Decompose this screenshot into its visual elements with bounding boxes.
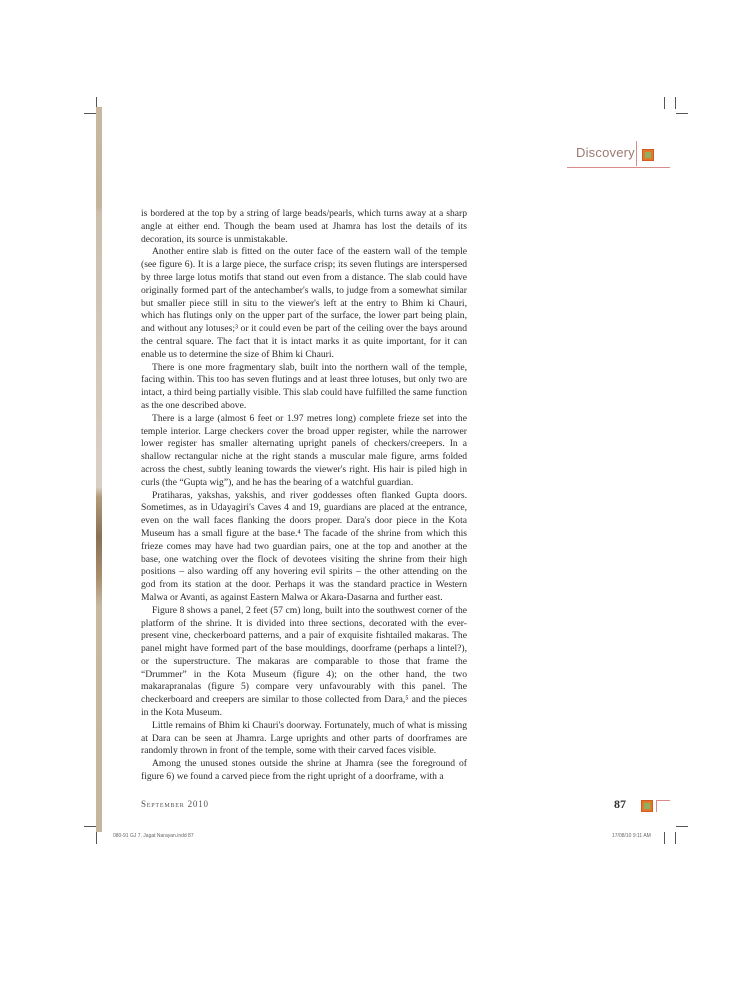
section-square-icon — [642, 149, 654, 161]
paragraph: Pratiharas, yakshas, yakshis, and river goddesses often flanked Gupta doors. Sometimes, as in Udayagiri's Caves 4 and 19, guardians are placed at the entrance, even on the wall faces flanking the doors proper. Dara's door piece in the Kota Museum has a small figure at the base.⁴ The facade of the shrine from which this frieze comes may have had two guardian pairs, one at the top and another at the base, one watching over the flock of devotees visiting the shrine from their high positions – also warding off any hovering evil spirits – the other attending on the god from its station at the door. Perhaps it was the standard practice in Western Malwa or Avanti, as against Eastern Malwa or Akara-Dasarna and further east. — [141, 489, 467, 603]
crop-mark — [664, 97, 665, 109]
section-title: Discovery — [576, 145, 635, 160]
crop-mark — [675, 832, 676, 844]
paragraph: Little remains of Bhim ki Chauri's doorway. Fortunately, much of what is missing at Dara can be seen at Jhamra. Large uprights and other parts of doorframes are randomly thrown in front of the temple, some with their carved faces visible. — [141, 719, 467, 757]
crop-mark — [96, 832, 97, 844]
paragraph: Figure 8 shows a panel, 2 feet (57 cm) long, built into the southwest corner of the platform of the shrine. It is divided into three sections, decorated with the ever-present vine, checkerboard patterns, and a pair of exquisite fishtailed makaras. The panel might have formed part of the base mouldings, doorframe (perhaps a lintel?), or the superstructure. The makaras are comparable to those that frame the “Drummer” in the Kota Museum (figure 4); on the other hand, the two makarapranalas (figure 5) compare very unfavourably with this panel. The checkerboard and creepers are similar to those collected from Dara,⁵ and the pieces in the Kota Museum. — [141, 604, 467, 719]
article-body — [141, 208, 467, 784]
crop-mark — [676, 113, 688, 114]
paragraph: Among the unused stones outside the shrine at Jhamra (see the foreground of figure 6) we found a carved piece from the right upright of a doorframe, with a — [141, 758, 467, 783]
crop-mark — [84, 826, 96, 827]
paragraph: There is one more fragmentary slab, built into the northern wall of the temple, facing within. This too has seven flutings and at least three lotuses, but only two are intact, a third being partially visible. This slab could have fulfilled the same function as the one described above. — [141, 361, 467, 411]
paragraph: Another entire slab is fitted on the outer face of the eastern wall of the temple (see figure 6). It is a large piece, the surface crisp; its seven flutings are interspersed by three large lotus motifs that stand out even from a distance. The slab could have originally formed part of the antechamber's walls, to judge from a somewhat similar but smaller piece still in situ to the viewer's left at the entry to Bhim ki Chauri, which has flutings only on the upper part of the surface, the lower part being plain, and without any lotuses;³ or it could even be part of the ceiling over the bays around the central square. The fact that it is intact marks it as quite important, for it can enable us to determine the size of Bhim ki Chauri. — [141, 246, 467, 360]
crop-mark — [84, 113, 96, 114]
crop-mark — [675, 97, 676, 109]
crop-mark — [676, 826, 688, 827]
footer-date: September 2010 — [141, 799, 209, 809]
footer-square-icon — [641, 800, 653, 812]
crop-mark — [664, 832, 665, 844]
page-edge-band — [96, 107, 102, 832]
paragraph: There is a large (almost 6 feet or 1.97 metres long) complete frieze set into the temple interior. Large checkers cover the broad upper register, while the narrower lower register has smaller alternating upright panels of checkers/creepers. In a shallow rectangular niche at the right stands a muscular male figure, arms folded across the chest, subtly leaning towards the viewer's right. His hair is piled high in curls (the “Gupta wig”), and he has the bearing of a watchful guardian. — [141, 412, 467, 488]
header-rule — [567, 167, 670, 168]
paragraph: is bordered at the top by a string of large beads/pearls, which turns away at a sharp angle at either end. Though the beam used at Jhamra has lost the details of its decoration, its source is unmistakable. — [141, 208, 467, 245]
page-number: 87 — [614, 797, 626, 811]
slug-left: 080-91 GJ 7. Jagat Narayan.indd 87 — [113, 833, 194, 839]
header-rule — [636, 141, 637, 166]
slug-right: 17/08/10 9:11 AM — [612, 833, 651, 839]
footer-rule — [656, 800, 657, 812]
footer-rule — [656, 800, 670, 801]
